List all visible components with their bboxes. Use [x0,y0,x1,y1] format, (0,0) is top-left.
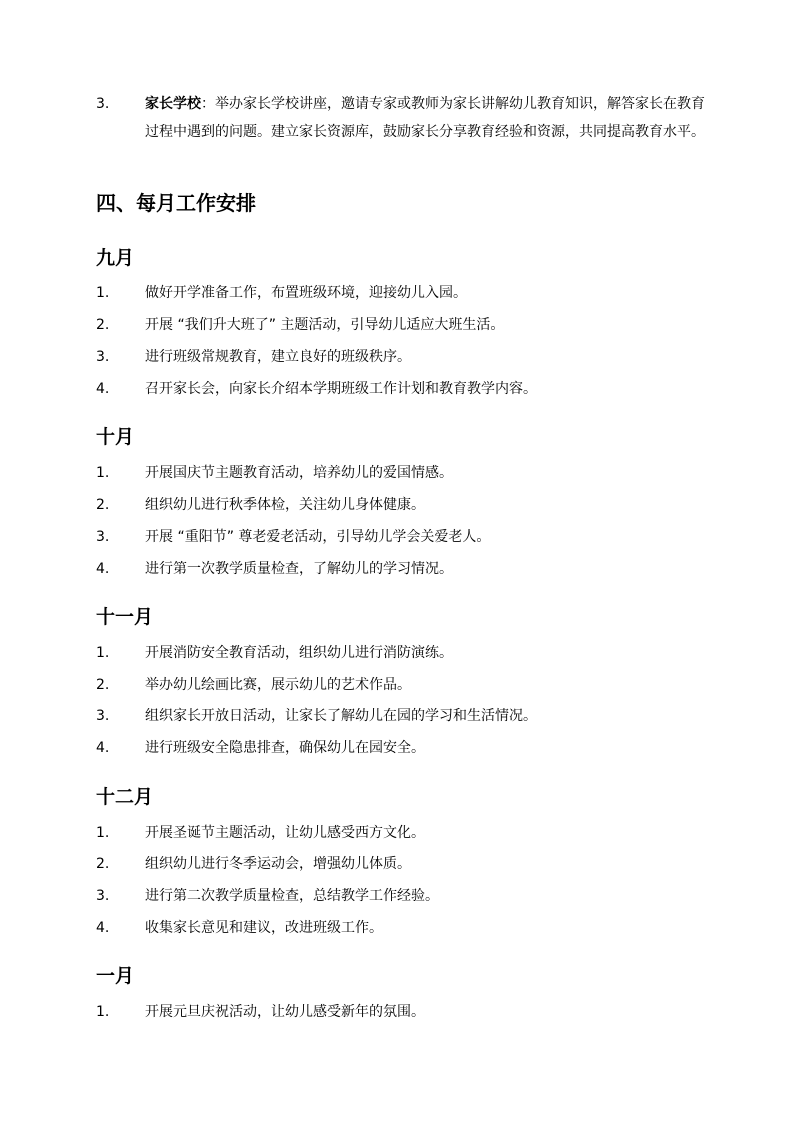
list-number: 4. [96,920,110,936]
list-number: 3. [96,349,110,365]
list-item [96,850,706,878]
month-heading-january: 一月 [96,965,135,987]
list-number: 1. [96,465,110,481]
list-item-text: 召开家长会，向家长介绍本学期班级工作计划和教育教学内容。 [145,381,537,397]
month-heading-october: 十月 [96,426,135,448]
list-item-text: 组织幼儿进行冬季运动会，增强幼儿体质。 [145,856,411,872]
list-number: 1. [96,825,110,841]
list-number: 3. [96,96,110,112]
list-item [96,343,706,371]
list-item-text: 举办幼儿绘画比赛，展示幼儿的艺术作品。 [145,677,411,693]
list-number: 4. [96,381,110,397]
list-item-text: 进行班级安全隐患排查，确保幼儿在园安全。 [145,740,425,756]
list-number: 1. [96,1004,110,1020]
section-title: 四、每月工作安排 [96,191,256,215]
list-item [96,671,706,699]
bold-label: 家长学校 [145,96,201,112]
list-item [96,998,706,1026]
list-number: 3. [96,708,110,724]
list-item-text: 开展元旦庆祝活动，让幼儿感受新年的氛围。 [145,1004,425,1020]
list-number: 2. [96,677,110,693]
list-item [96,375,706,403]
list-item [96,459,706,487]
list-item-text: 进行第二次教学质量检查，总结教学工作经验。 [145,888,439,904]
list-item [96,882,706,910]
list-number: 2. [96,497,110,513]
list-item-text: 开展圣诞节主题活动，让幼儿感受西方文化。 [145,825,425,841]
list-item-text: 开展 “我们升大班了” 主题活动，引导幼儿适应大班生活。 [145,317,505,333]
list-item-text: 开展 “重阳节” 尊老爱老活动，引导幼儿学会关爱老人。 [145,529,491,545]
list-item-text: 开展消防安全教育活动，组织幼儿进行消防演练。 [145,645,453,661]
list-number: 1. [96,645,110,661]
list-number: 3. [96,529,110,545]
month-heading-november: 十一月 [96,606,154,628]
list-item-text: 进行第一次教学质量检查，了解幼儿的学习情况。 [145,561,453,577]
list-item-text: 做好开学准备工作，布置班级环境，迎接幼儿入园。 [145,285,467,301]
item-body: ：举办家长学校讲座，邀请专家或教师为家长讲解幼儿教育知识，解答家长在教育过程中遇到的问题。建立家长资源库，鼓励家长分享教育经验和资源，共同提高教育水平。 [145,96,705,140]
list-item [96,734,706,762]
list-number: 2. [96,856,110,872]
list-item [96,702,706,730]
month-heading-december: 十二月 [96,786,154,808]
list-item [96,819,706,847]
list-item-text [145,90,706,146]
list-item [96,639,706,667]
list-number: 2. [96,317,110,333]
list-number: 4. [96,561,110,577]
list-item [96,279,706,307]
list-item-text: 组织家长开放日活动，让家长了解幼儿在园的学习和生活情况。 [145,708,537,724]
list-item [96,555,706,583]
list-item [96,914,706,942]
parent-school-item [96,90,706,146]
list-item [96,523,706,551]
list-number: 3. [96,888,110,904]
list-number: 4. [96,740,110,756]
month-heading-september: 九月 [96,247,135,269]
list-item [96,491,706,519]
list-item-text: 组织幼儿进行秋季体检，关注幼儿身体健康。 [145,497,425,513]
list-number: 1. [96,285,110,301]
list-item-text: 进行班级常规教育，建立良好的班级秩序。 [145,349,411,365]
list-item-text: 收集家长意见和建议，改进班级工作。 [145,920,383,936]
list-item-text: 开展国庆节主题教育活动，培养幼儿的爱国情感。 [145,465,453,481]
list-item [96,311,706,339]
